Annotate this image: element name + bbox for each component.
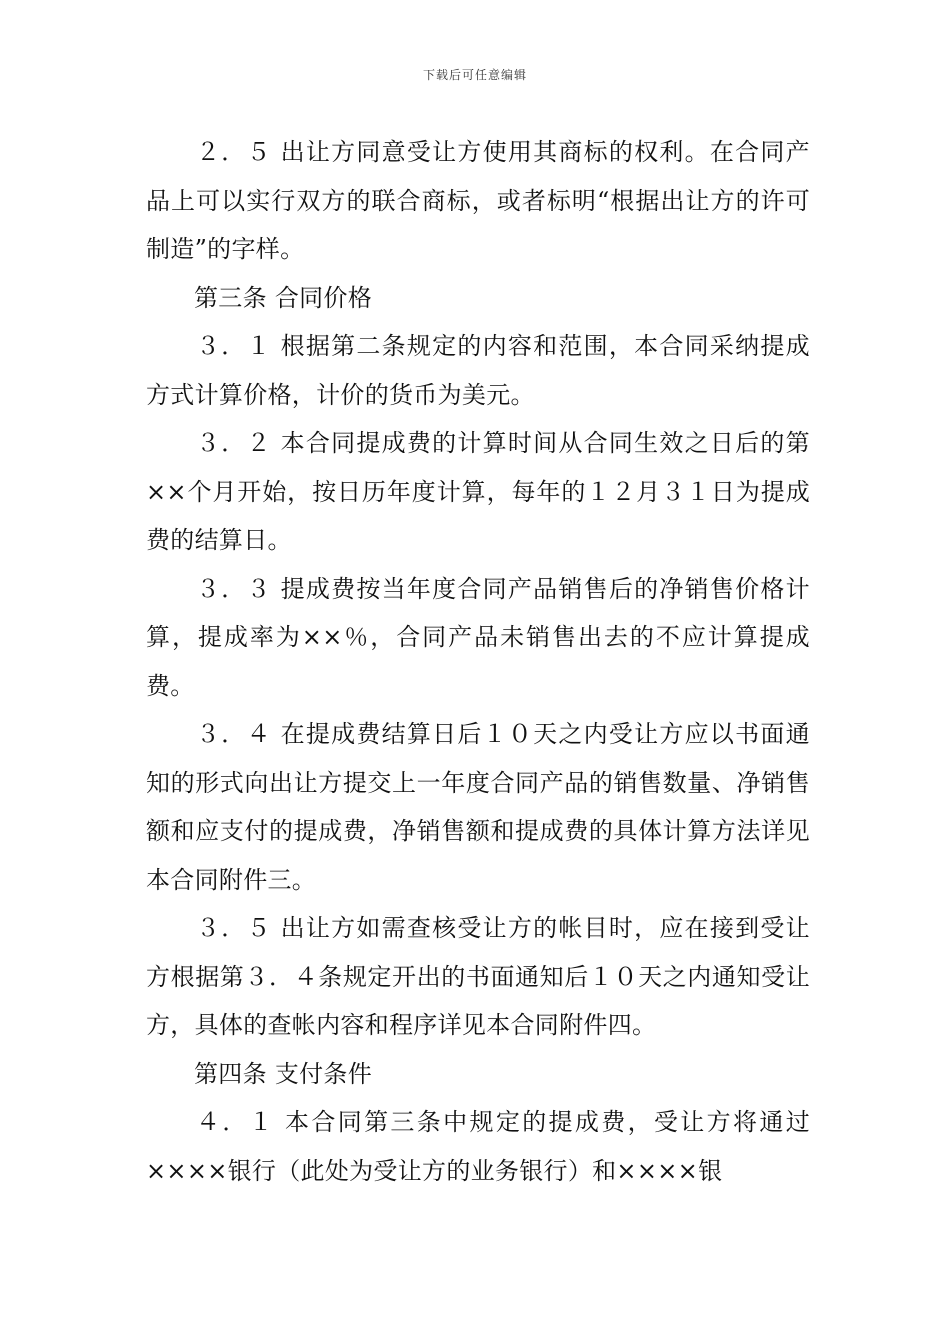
document-body: [146, 128, 810, 1195]
clause-3-4: ３．４ 在提成费结算日后１０天之内受让方应以书面通知的形式向出让方提交上一年度合同产品的销售数量、净销售额和应支付的提成费，净销售额和提成费的具体计算方法详见本合同附件三。: [146, 720, 810, 894]
clause-3-2: ３．２ 本合同提成费的计算时间从合同生效之日后的第××个月开始，按日历年度计算，每年的１２月３１日为提成费的结算日。: [146, 429, 810, 554]
clause-3-3: ３．３ 提成费按当年度合同产品销售后的净销售价格计算，提成率为××％，合同产品未销售出去的不应计算提成费。: [146, 574, 810, 700]
article-3-heading: 第三条 合同价格: [194, 283, 373, 312]
clause-3-1: ３．１ 根据第二条规定的内容和范围，本合同采纳提成方式计算价格，计价的货币为美元。: [146, 332, 810, 409]
clause-3-5: ３．５ 出让方如需查核受让方的帐目时，应在接到受让方根据第３．４条规定开出的书面通知后１０天之内通知受让方，具体的查帐内容和程序详见本合同附件四。: [146, 914, 810, 1039]
clause-4-1: ４．１ 本合同第三条中规定的提成费，受让方将通过××××银行（此处为受让方的业务银行）和××××银: [146, 1108, 810, 1185]
article-4-heading: 第四条 支付条件: [194, 1059, 373, 1088]
page-header: 下载后可任意编辑: [422, 68, 527, 82]
clause-2-5: ２．５ 出让方同意受让方使用其商标的权利。在合同产品上可以实行双方的联合商标，或者标明“根据出让方的许可制造”的字样。: [146, 138, 810, 263]
